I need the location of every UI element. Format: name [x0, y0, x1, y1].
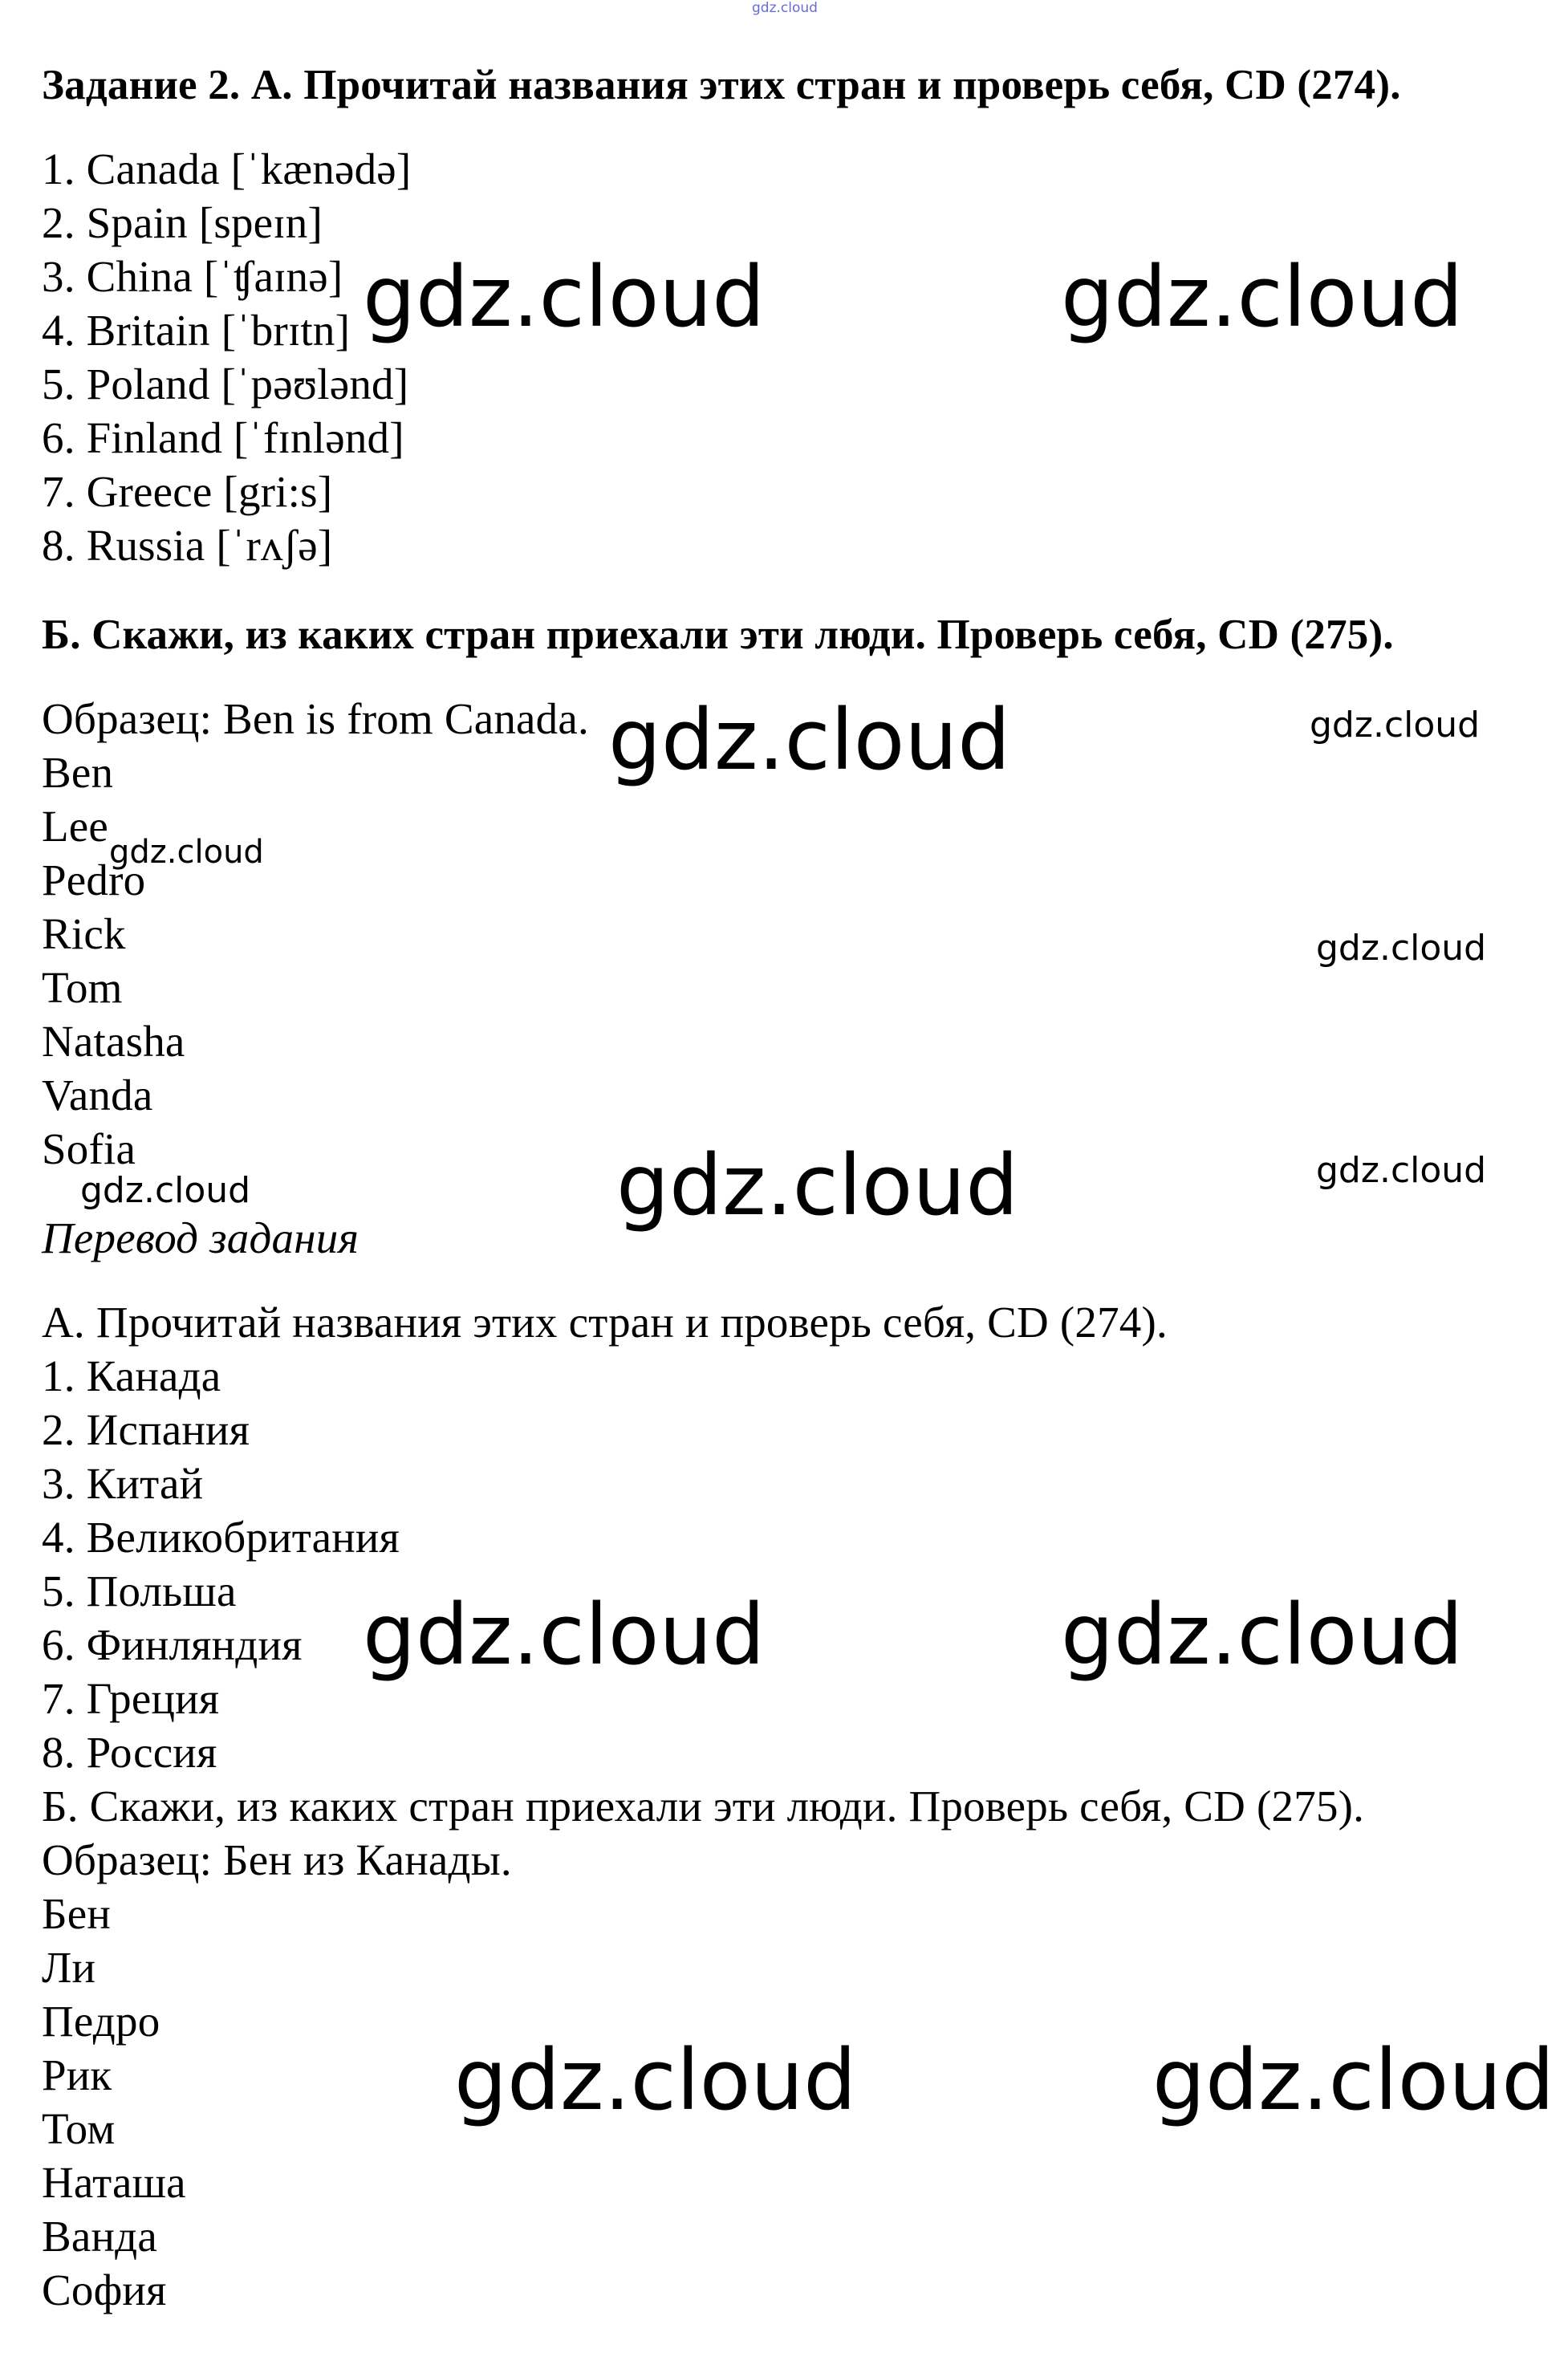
person-line-1: Ben	[42, 748, 114, 797]
translation-heading: Перевод задания	[42, 1213, 360, 1262]
country-line-6: 6. Finland [ˈfɪnlənd]	[42, 413, 404, 462]
translation-country-2: 2. Испания	[42, 1405, 250, 1454]
translation-part-b: Б. Скажи, из каких стран приехали эти люди. Проверь себя, CD (275).	[42, 1782, 1365, 1831]
person-line-4: Rick	[42, 909, 126, 958]
translation-person-7: Ванда	[42, 2212, 157, 2261]
country-line-1: 1. Canada [ˈkænədə]	[42, 144, 412, 193]
sample-sentence: Образец: Ben is from Canada.	[42, 694, 589, 743]
person-line-5: Tom	[42, 963, 123, 1012]
country-line-7: 7. Greece [gri:s]	[42, 467, 333, 516]
translation-country-8: 8. Россия	[42, 1728, 217, 1777]
translation-country-7: 7. Греция	[42, 1674, 220, 1723]
watermark: gdz.cloud	[80, 1170, 251, 1211]
top-watermark: gdz.cloud	[752, 0, 818, 16]
translation-person-6: Наташа	[42, 2158, 186, 2207]
watermark: gdz.cloud	[109, 834, 264, 871]
country-line-8: 8. Russia [ˈrʌʃə]	[42, 521, 333, 570]
translation-country-4: 4. Великобритания	[42, 1513, 400, 1562]
translation-country-3: 3. Китай	[42, 1459, 204, 1508]
translation-country-6: 6. Финляндия	[42, 1620, 303, 1669]
country-line-3: 3. China [ˈʧaɪnə]	[42, 252, 343, 301]
translation-person-2: Ли	[42, 1943, 96, 1992]
translation-country-5: 5. Польша	[42, 1566, 237, 1615]
translation-person-1: Бен	[42, 1889, 112, 1938]
watermark: gdz.cloud	[363, 1586, 766, 1684]
watermark: gdz.cloud	[1316, 928, 1487, 969]
country-line-2: 2. Spain [speɪn]	[42, 198, 323, 247]
watermark: gdz.cloud	[363, 248, 766, 346]
watermark: gdz.cloud	[616, 1136, 1019, 1234]
country-line-5: 5. Poland [ˈpəʊlənd]	[42, 360, 409, 408]
watermark: gdz.cloud	[1316, 1150, 1487, 1191]
person-line-8: Sofia	[42, 1124, 136, 1173]
watermark: gdz.cloud	[608, 691, 1011, 789]
watermark: gdz.cloud	[1310, 705, 1481, 746]
person-line-6: Natasha	[42, 1017, 185, 1066]
person-line-3: Pedro	[42, 855, 146, 904]
watermark: gdz.cloud	[1061, 1586, 1464, 1684]
part-b-title: Б. Скажи, из каких стран приехали эти люди. Проверь себя, CD (275).	[42, 612, 1394, 658]
watermark: gdz.cloud	[1061, 248, 1464, 346]
translation-person-3: Педро	[42, 1997, 160, 2046]
country-line-4: 4. Britain [ˈbrɪtn]	[42, 306, 351, 355]
watermark: gdz.cloud	[454, 2031, 857, 2129]
person-line-2: Lee	[42, 802, 109, 851]
translation-person-8: София	[42, 2265, 167, 2314]
translation-person-5: Том	[42, 2104, 116, 2153]
task-title: Задание 2. А. Прочитай названия этих стран и проверь себя, CD (274).	[42, 62, 1401, 108]
translation-part-a: А. Прочитай названия этих стран и проверь себя, CD (274).	[42, 1298, 1168, 1347]
person-line-7: Vanda	[42, 1071, 153, 1119]
translation-sample: Образец: Бен из Канады.	[42, 1835, 512, 1884]
translation-person-4: Рик	[42, 2050, 112, 2099]
watermark: gdz.cloud	[1152, 2031, 1555, 2129]
translation-country-1: 1. Канада	[42, 1351, 221, 1400]
